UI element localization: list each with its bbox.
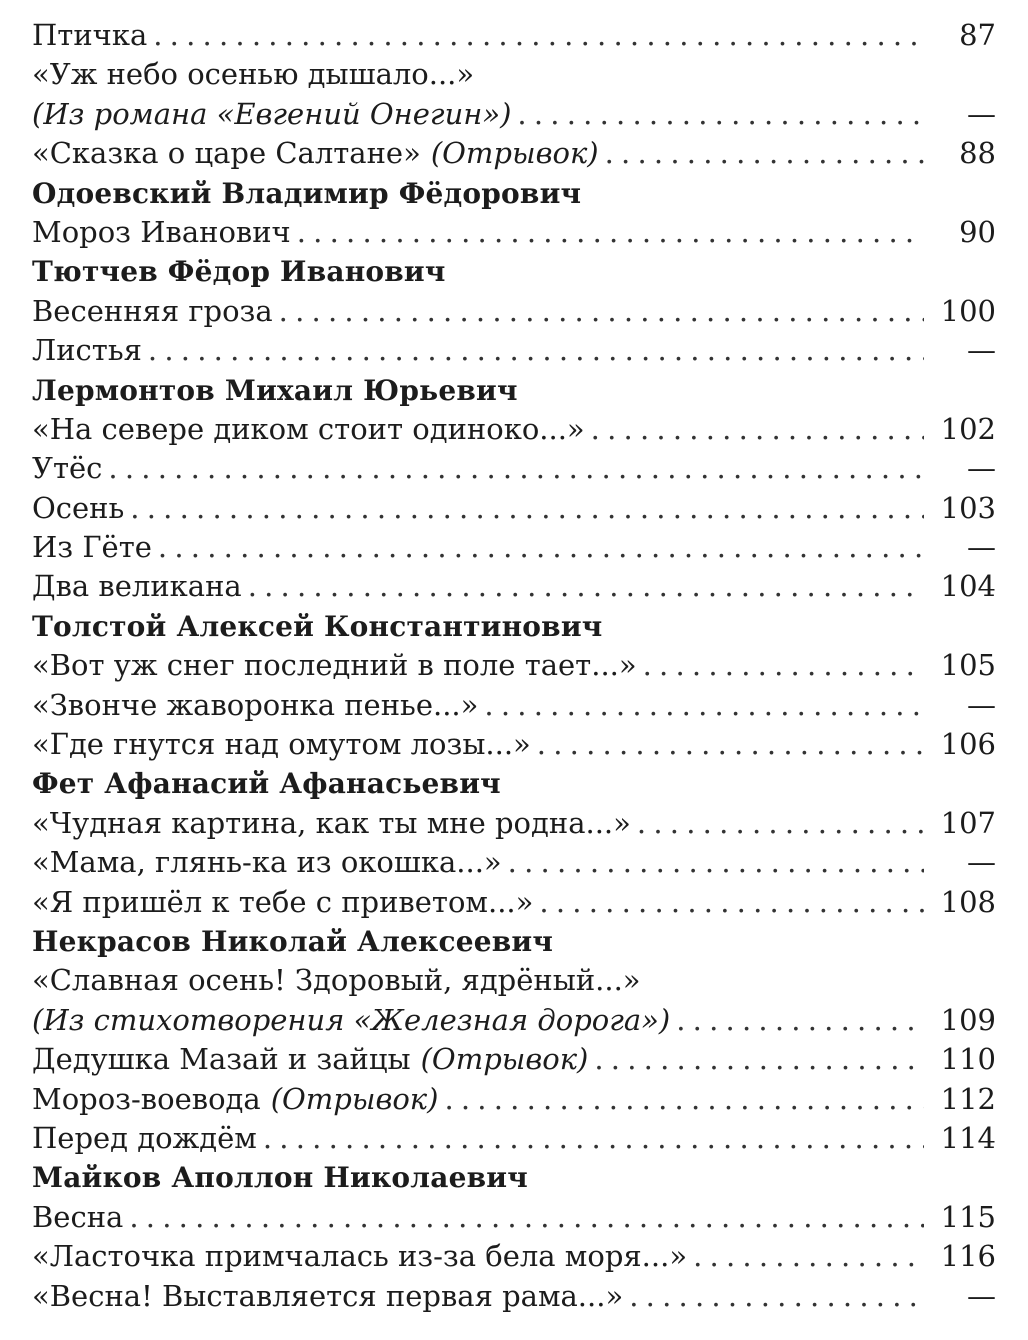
author-name: Тютчев Фёдор Иванович <box>32 255 446 289</box>
dot-leader <box>591 410 924 449</box>
author-heading <box>32 371 996 410</box>
author-name: Майков Аполлон Николаевич <box>32 1161 528 1195</box>
toc-entry <box>32 1198 996 1237</box>
entry-title: Утёс <box>32 451 103 486</box>
page-number: 87 <box>959 18 996 52</box>
page-number: 114 <box>940 1120 996 1155</box>
page-number: 103 <box>940 490 996 525</box>
toc-entry <box>32 646 996 685</box>
entry-title: Дедушка Мазай и зайцы <box>32 1042 411 1077</box>
author-heading <box>32 252 996 291</box>
dot-leader <box>158 528 924 567</box>
page-number: 104 <box>940 569 996 604</box>
page-number: — <box>967 530 996 565</box>
dot-leader <box>629 1277 924 1316</box>
page-number: 102 <box>940 411 996 446</box>
toc-entry <box>32 489 996 528</box>
page-number: 116 <box>940 1239 996 1274</box>
toc-entry <box>32 883 996 922</box>
toc-entry <box>32 843 996 882</box>
toc-entry <box>32 55 996 94</box>
dot-leader <box>517 95 924 134</box>
toc-entry <box>32 410 996 449</box>
dot-leader <box>643 646 924 685</box>
author-name: Фет Афанасий Афанасьевич <box>32 767 501 801</box>
page-number: 105 <box>940 648 996 683</box>
entry-title: Весна <box>32 1199 124 1234</box>
dot-leader <box>693 1237 924 1276</box>
author-name: Толстой Алексей Константинович <box>32 609 603 643</box>
entry-title: «Где гнутся над омутом лозы...» <box>32 727 531 762</box>
page-number: 110 <box>940 1042 996 1077</box>
entry-title: Птичка <box>32 18 148 52</box>
author-name: Некрасов Николай Алексеевич <box>32 924 554 958</box>
toc-entry <box>32 16 996 55</box>
entry-note: (Отрывок) <box>420 1042 589 1077</box>
entry-note: (Из стихотворения «Железная дорога») <box>32 1002 671 1037</box>
toc-entry <box>32 213 996 252</box>
entry-title: «Ласточка примчалась из-за бела моря...» <box>32 1239 688 1274</box>
page-number: — <box>967 845 996 880</box>
author-name: Одоевский Владимир Фёдорович <box>32 176 582 210</box>
toc-entry <box>32 1119 996 1158</box>
toc-entry <box>32 1237 996 1276</box>
dot-leader <box>130 489 924 528</box>
entry-note: (Отрывок) <box>270 1081 439 1116</box>
dot-leader <box>605 134 924 173</box>
dot-leader <box>148 331 924 370</box>
toc-entry <box>32 134 996 173</box>
page-number: — <box>967 451 996 486</box>
dot-leader <box>248 567 924 606</box>
entry-title: Весенняя гроза <box>32 293 273 328</box>
dot-leader <box>129 1198 924 1237</box>
toc-entry <box>32 1080 996 1119</box>
entry-title: «Мама, глянь-ка из окошка...» <box>32 845 502 880</box>
entry-title: «Сказка о царе Салтане» <box>32 136 421 171</box>
page-number: 88 <box>959 136 996 171</box>
page-number: 108 <box>940 884 996 919</box>
toc-entry <box>32 567 996 606</box>
entry-title: «На севере диком стоит одиноко...» <box>32 411 585 446</box>
toc-entry <box>32 331 996 370</box>
dot-leader <box>108 449 924 488</box>
author-name: Лермонтов Михаил Юрьевич <box>32 373 518 407</box>
dot-leader <box>539 883 924 922</box>
page-number: 107 <box>940 805 996 840</box>
toc-entry <box>32 961 996 1000</box>
dot-leader <box>537 725 924 764</box>
author-heading <box>32 764 996 803</box>
page-number: 115 <box>940 1199 996 1234</box>
dot-leader <box>508 843 924 882</box>
dot-leader <box>153 16 924 55</box>
author-heading <box>32 922 996 961</box>
dot-leader <box>594 1040 924 1079</box>
entry-title: Мороз Иванович <box>32 214 291 249</box>
entry-title: Перед дождём <box>32 1120 257 1155</box>
entry-title: «Я пришёл к тебе с приветом...» <box>32 884 534 919</box>
toc-entry <box>32 686 996 725</box>
page-number: 90 <box>959 214 996 249</box>
page-number: — <box>967 1278 996 1313</box>
dot-leader <box>444 1080 924 1119</box>
dot-leader <box>279 292 924 331</box>
page-number: 109 <box>940 1002 996 1037</box>
dot-leader <box>637 804 924 843</box>
toc-entry <box>32 1277 996 1316</box>
entry-title: Мороз-воевода <box>32 1081 261 1116</box>
page-number: — <box>967 687 996 722</box>
entry-title: «Славная осень! Здоровый, ядрёный...» <box>32 963 641 998</box>
dot-leader <box>263 1119 924 1158</box>
toc-entry <box>32 292 996 331</box>
author-heading <box>32 607 996 646</box>
page-number: 112 <box>940 1081 996 1116</box>
toc-entry <box>32 1040 996 1079</box>
entry-title: Осень <box>32 490 125 525</box>
page-number: — <box>967 96 996 131</box>
entry-note: (Отрывок) <box>430 136 599 171</box>
entry-title: «Вот уж снег последний в поле тает...» <box>32 648 637 683</box>
entry-title: «Чудная картина, как ты мне родна...» <box>32 805 631 840</box>
dot-leader <box>297 213 924 252</box>
author-heading <box>32 1158 996 1197</box>
entry-title: Листья <box>32 333 142 368</box>
author-heading <box>32 174 996 213</box>
toc-entry <box>32 528 996 567</box>
table-of-contents <box>32 16 996 1316</box>
entry-title: «Звонче жаворонка пенье...» <box>32 687 479 722</box>
entry-title: Два великана <box>32 569 242 604</box>
entry-title: «Весна! Выставляется первая рама...» <box>32 1278 624 1313</box>
dot-leader <box>676 1001 924 1040</box>
page-number: — <box>967 333 996 368</box>
toc-entry <box>32 725 996 764</box>
toc-entry <box>32 804 996 843</box>
entry-title: Из Гёте <box>32 530 152 565</box>
dot-leader <box>484 686 924 725</box>
toc-entry <box>32 449 996 488</box>
toc-entry <box>32 95 996 134</box>
page-number: 106 <box>940 727 996 762</box>
entry-title: «Уж небо осенью дышало...» <box>32 57 475 92</box>
page-number: 100 <box>940 293 996 328</box>
toc-entry <box>32 1001 996 1040</box>
entry-note: (Из романа «Евгений Онегин») <box>32 96 512 131</box>
